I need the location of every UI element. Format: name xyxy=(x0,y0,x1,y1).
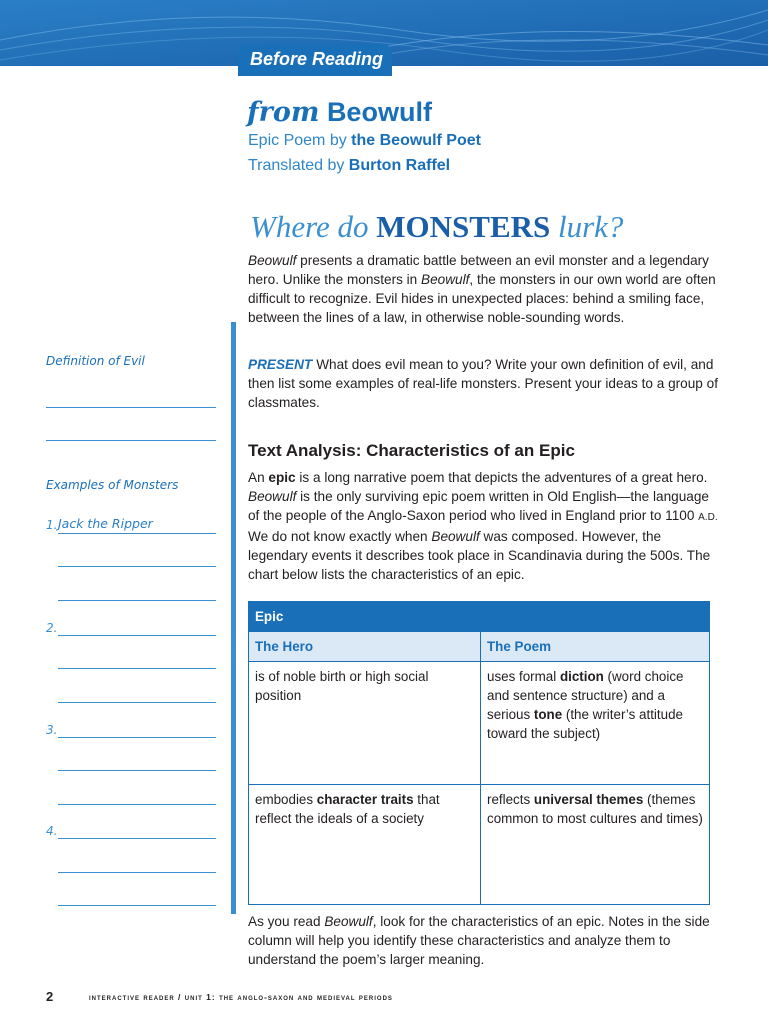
table-title: Epic xyxy=(249,602,710,632)
headline-part1: Where do xyxy=(250,209,369,244)
examples-label: Examples of Monsters xyxy=(46,478,179,492)
example-line[interactable] xyxy=(58,702,216,703)
example-line[interactable] xyxy=(58,533,216,534)
example-line[interactable] xyxy=(58,635,216,636)
example-line[interactable] xyxy=(58,838,216,839)
intro-paragraph: Beowulf presents a dramatic battle between an evil monster and a legendary hero. Unlike the monsters in Beowulf, the monsters in our own world are often difficult to recognize. Evil hides in unexpected places: behind a smiling face, between the lines of a law, in otherwise noble-sounding words. xyxy=(248,253,716,325)
table-cell: embodies character traits that reflect the ideals of a society xyxy=(249,785,481,905)
column-header-hero: The Hero xyxy=(249,632,481,662)
translator-name: Burton Raffel xyxy=(348,157,451,174)
example-number: 4. xyxy=(46,824,58,838)
page-number: 2 xyxy=(46,989,54,1004)
column-header-poem: The Poem xyxy=(481,632,710,662)
definition-label: Definition of Evil xyxy=(46,354,145,368)
example-line[interactable] xyxy=(58,905,216,906)
table-title-row xyxy=(249,602,710,632)
author-name: the Beowulf Poet xyxy=(351,132,481,149)
example-line[interactable] xyxy=(58,566,216,567)
example-line[interactable] xyxy=(58,737,216,738)
essential-question xyxy=(250,209,623,245)
title-work: Beowulf xyxy=(326,97,432,127)
table-cell: uses formal diction (word choice and sentence structure) and a serious tone (the writer’s attitude toward the subject) xyxy=(481,662,710,785)
page-title xyxy=(247,97,432,128)
headline-part3: lurk? xyxy=(558,209,624,244)
example-number: 1. xyxy=(46,518,58,532)
running-footer: interactive reader / unit 1: the anglo-saxon and medieval periods xyxy=(89,992,393,1002)
example-number: 3. xyxy=(46,723,58,737)
example-1-answer[interactable]: Jack the Ripper xyxy=(58,516,153,531)
sidebar-divider xyxy=(231,322,236,914)
table-row xyxy=(249,785,710,905)
epic-characteristics-table xyxy=(248,601,710,905)
translator-line xyxy=(248,157,450,175)
table-row xyxy=(249,662,710,785)
definition-line-2[interactable] xyxy=(46,440,216,441)
example-line[interactable] xyxy=(58,872,216,873)
analysis-paragraph: An epic is a long narrative poem that depicts the adventures of a great hero. Beowulf is the only surviving epic poem written in Old English—the language of the people of the Anglo-Saxon period who lived in England prior to 1100 A.D. We do not know exactly when Beowulf was composed. However, the legendary events it describes took place in Scandinavia during the 500s. The chart below lists the characteristics of an epic. xyxy=(248,470,718,582)
headline-part2: MONSTERS xyxy=(376,209,551,244)
author-prefix: Epic Poem by xyxy=(248,132,347,149)
author-line xyxy=(248,132,481,150)
example-line[interactable] xyxy=(58,770,216,771)
section-heading: Text Analysis: Characteristics of an Epic xyxy=(248,441,575,460)
present-label: PRESENT xyxy=(248,357,313,372)
table-cell: is of noble birth or high social position xyxy=(249,662,481,785)
title-from: from xyxy=(247,97,320,128)
table-header-row xyxy=(249,632,710,662)
translator-prefix: Translated by xyxy=(248,157,345,174)
example-line[interactable] xyxy=(58,804,216,805)
present-paragraph: PRESENT What does evil mean to you? Write your own definition of evil, and then list some examples of real-life monsters. Present your ideas to a group of classmates. xyxy=(248,357,718,410)
table-cell: reflects universal themes (themes common to most cultures and times) xyxy=(481,785,710,905)
closing-paragraph: As you read Beowulf, look for the characteristics of an epic. Notes in the side column will help you identify these characteristics and analyze them to understand the poem’s larger meaning. xyxy=(248,914,710,967)
example-line[interactable] xyxy=(58,600,216,601)
example-number: 2. xyxy=(46,621,58,635)
example-line[interactable] xyxy=(58,668,216,669)
section-tab-label: Before Reading xyxy=(250,49,384,69)
definition-line-1[interactable] xyxy=(46,407,216,408)
